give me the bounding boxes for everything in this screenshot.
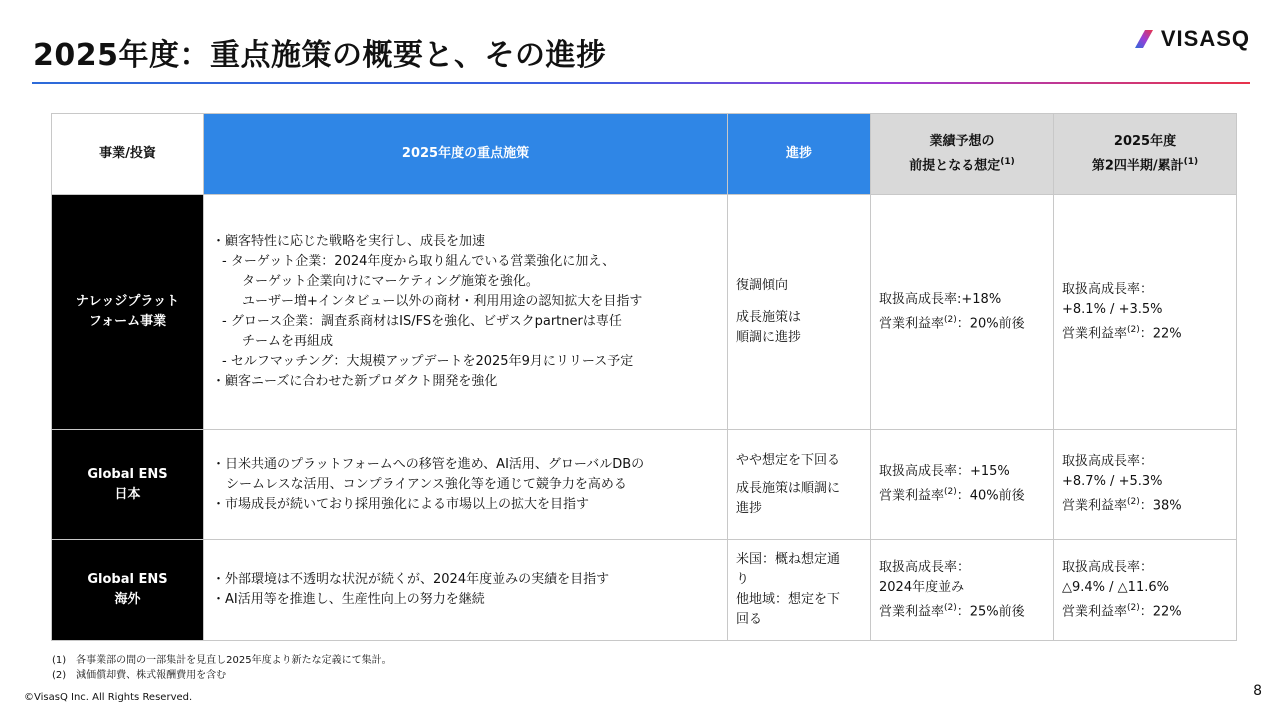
result-text: 取扱高成長率： — [1062, 454, 1154, 470]
copyright: ©VisasQ Inc. All Rights Reserved. — [24, 692, 193, 703]
note-mark: (2) — [1127, 497, 1140, 508]
measure-item: ・AI活用等を推進し、生産性向上の努力を継続 — [212, 592, 485, 607]
header-assumption-note: (1) — [1000, 156, 1015, 167]
measures-table — [51, 113, 1237, 641]
progress-text: り — [736, 572, 750, 587]
result-text: 取扱高成長率： — [1062, 281, 1154, 297]
business-name-line2: フォーム事業 — [88, 314, 167, 329]
result-text: +8.7% / +5.3% — [1062, 474, 1163, 490]
note-mark: (2) — [944, 487, 957, 498]
table-row — [52, 540, 1237, 641]
visasq-logo — [1133, 26, 1250, 52]
progress-text: やや想定を下回る — [736, 452, 841, 468]
measure-item: ・顧客ニーズに合わせた新プロダクト開発を強化 — [212, 374, 498, 389]
logo-text: VISASQ — [1160, 26, 1250, 51]
header-result-line1: 2025年度 — [1113, 133, 1177, 149]
note-mark: (2) — [944, 602, 957, 613]
progress-text: 成長施策は — [736, 310, 802, 325]
business-name-line1: Global ENS — [87, 466, 168, 482]
header-assumption — [871, 114, 1054, 195]
result-text: 営業利益率 — [1062, 326, 1128, 342]
result-text: 取扱高成長率： — [1062, 559, 1154, 575]
measure-item: ・日米共通のプラットフォームへの移管を進め、AI活用、グローバルDBの — [212, 456, 645, 472]
progress-cell — [728, 430, 871, 540]
result-text: 営業利益率 — [1062, 498, 1128, 514]
header-progress: 進捗 — [728, 114, 871, 195]
progress-text: 復調傾向 — [736, 278, 789, 293]
result-text: +8.1% / +3.5% — [1062, 301, 1163, 317]
header-assumption-line2: 前提となる想定 — [909, 158, 1001, 174]
header-result — [1054, 114, 1237, 195]
note-mark: (2) — [1127, 324, 1140, 335]
assumption-text: 営業利益率 — [879, 316, 945, 332]
progress-text: 回る — [736, 612, 763, 627]
header-result-note: (1) — [1183, 156, 1199, 167]
table-row — [52, 195, 1237, 430]
business-name-line1: Global ENS — [87, 572, 168, 587]
progress-text: 他地域：想定を下 — [736, 592, 841, 607]
progress-text: 進捗 — [736, 500, 763, 516]
progress-cell — [728, 540, 871, 641]
measure-item: ・顧客特性に応じた戦略を実行し、成長を加速 — [212, 234, 486, 249]
business-cell — [52, 430, 204, 540]
assumption-text: ：25%前後 — [956, 604, 1025, 620]
measure-item: - グロース企業：調査系商材はIS/FSを強化、ビザスクpartnerは専任 — [222, 314, 622, 329]
assumption-text: 取扱高成長率： — [879, 559, 971, 575]
title-divider — [32, 82, 1250, 84]
note-mark: (2) — [1127, 602, 1140, 613]
business-name-line2: 日本 — [114, 486, 141, 502]
header-measures: 2025年度の重点施策 — [204, 114, 728, 195]
measure-item: シームレスな活用、コンプライアンス強化等を通じて競争力を高める — [226, 476, 627, 492]
visasq-logo-icon — [1133, 28, 1155, 50]
progress-text: 成長施策は順調に — [736, 480, 841, 496]
assumption-text: 2024年度並み — [879, 579, 965, 595]
assumption-text: ：20%前後 — [956, 316, 1025, 332]
table-row — [52, 430, 1237, 540]
assumption-cell — [871, 430, 1054, 540]
result-text: 営業利益率 — [1062, 604, 1128, 620]
result-text: ：22% — [1139, 604, 1182, 620]
measures-cell — [204, 195, 728, 430]
measure-item: ターゲット企業向けにマーケティング施策を強化。 — [242, 274, 539, 289]
note-mark: (2) — [944, 314, 957, 325]
measures-cell — [204, 430, 728, 540]
business-name-line2: 海外 — [114, 592, 141, 607]
page-title: 2025年度：重点施策の概要と、その進捗 — [33, 38, 607, 73]
header-result-line2: 第2四半期/累計 — [1091, 158, 1184, 174]
measures-cell — [204, 540, 728, 641]
assumption-text: 取扱高成長率：+15% — [879, 464, 1010, 480]
measure-item: ユーザー増+インタビュー以外の商材・利用用途の認知拡大を目指す — [242, 294, 643, 309]
table-header-row — [52, 114, 1237, 195]
result-text: △9.4% / △11.6% — [1062, 579, 1169, 595]
measure-item: - セルフマッチング：大規模アップデートを2025年9月にリリース予定 — [222, 354, 634, 369]
business-cell — [52, 195, 204, 430]
header-business: 事業/投資 — [52, 114, 204, 195]
business-cell — [52, 540, 204, 641]
page-number: 8 — [1253, 683, 1262, 699]
footnote-2: (2) 減価償却費、株式報酬費用を含む — [52, 670, 227, 681]
result-cell — [1054, 195, 1237, 430]
measure-item: ・外部環境は不透明な状況が続くが、2024年度並みの実績を目指す — [212, 572, 610, 587]
measure-item: ・市場成長が続いており採用強化による市場以上の拡大を目指す — [212, 496, 590, 512]
measure-item: チームを再組成 — [242, 334, 334, 349]
assumption-text: 営業利益率 — [879, 604, 945, 620]
assumption-cell — [871, 195, 1054, 430]
header-assumption-line1: 業績予想の — [929, 133, 995, 149]
result-text: ：38% — [1139, 498, 1182, 514]
assumption-text: 営業利益率 — [879, 488, 945, 504]
assumption-text: ：40%前後 — [956, 488, 1025, 504]
business-name-line1: ナレッジプラット — [75, 294, 180, 309]
result-text: ：22% — [1139, 326, 1182, 342]
result-cell — [1054, 540, 1237, 641]
footnote-1: (1) 各事業部の間の一部集計を見直し2025年度より新たな定義にて集計。 — [52, 655, 392, 666]
assumption-text: 取扱高成長率:+18% — [879, 291, 1002, 307]
measure-item: - ターゲット企業：2024年度から取り組んでいる営業強化に加え、 — [222, 254, 616, 269]
result-cell — [1054, 430, 1237, 540]
progress-text: 順調に進捗 — [736, 330, 802, 345]
assumption-cell — [871, 540, 1054, 641]
progress-text: 米国：概ね想定通 — [736, 552, 841, 567]
progress-cell — [728, 195, 871, 430]
